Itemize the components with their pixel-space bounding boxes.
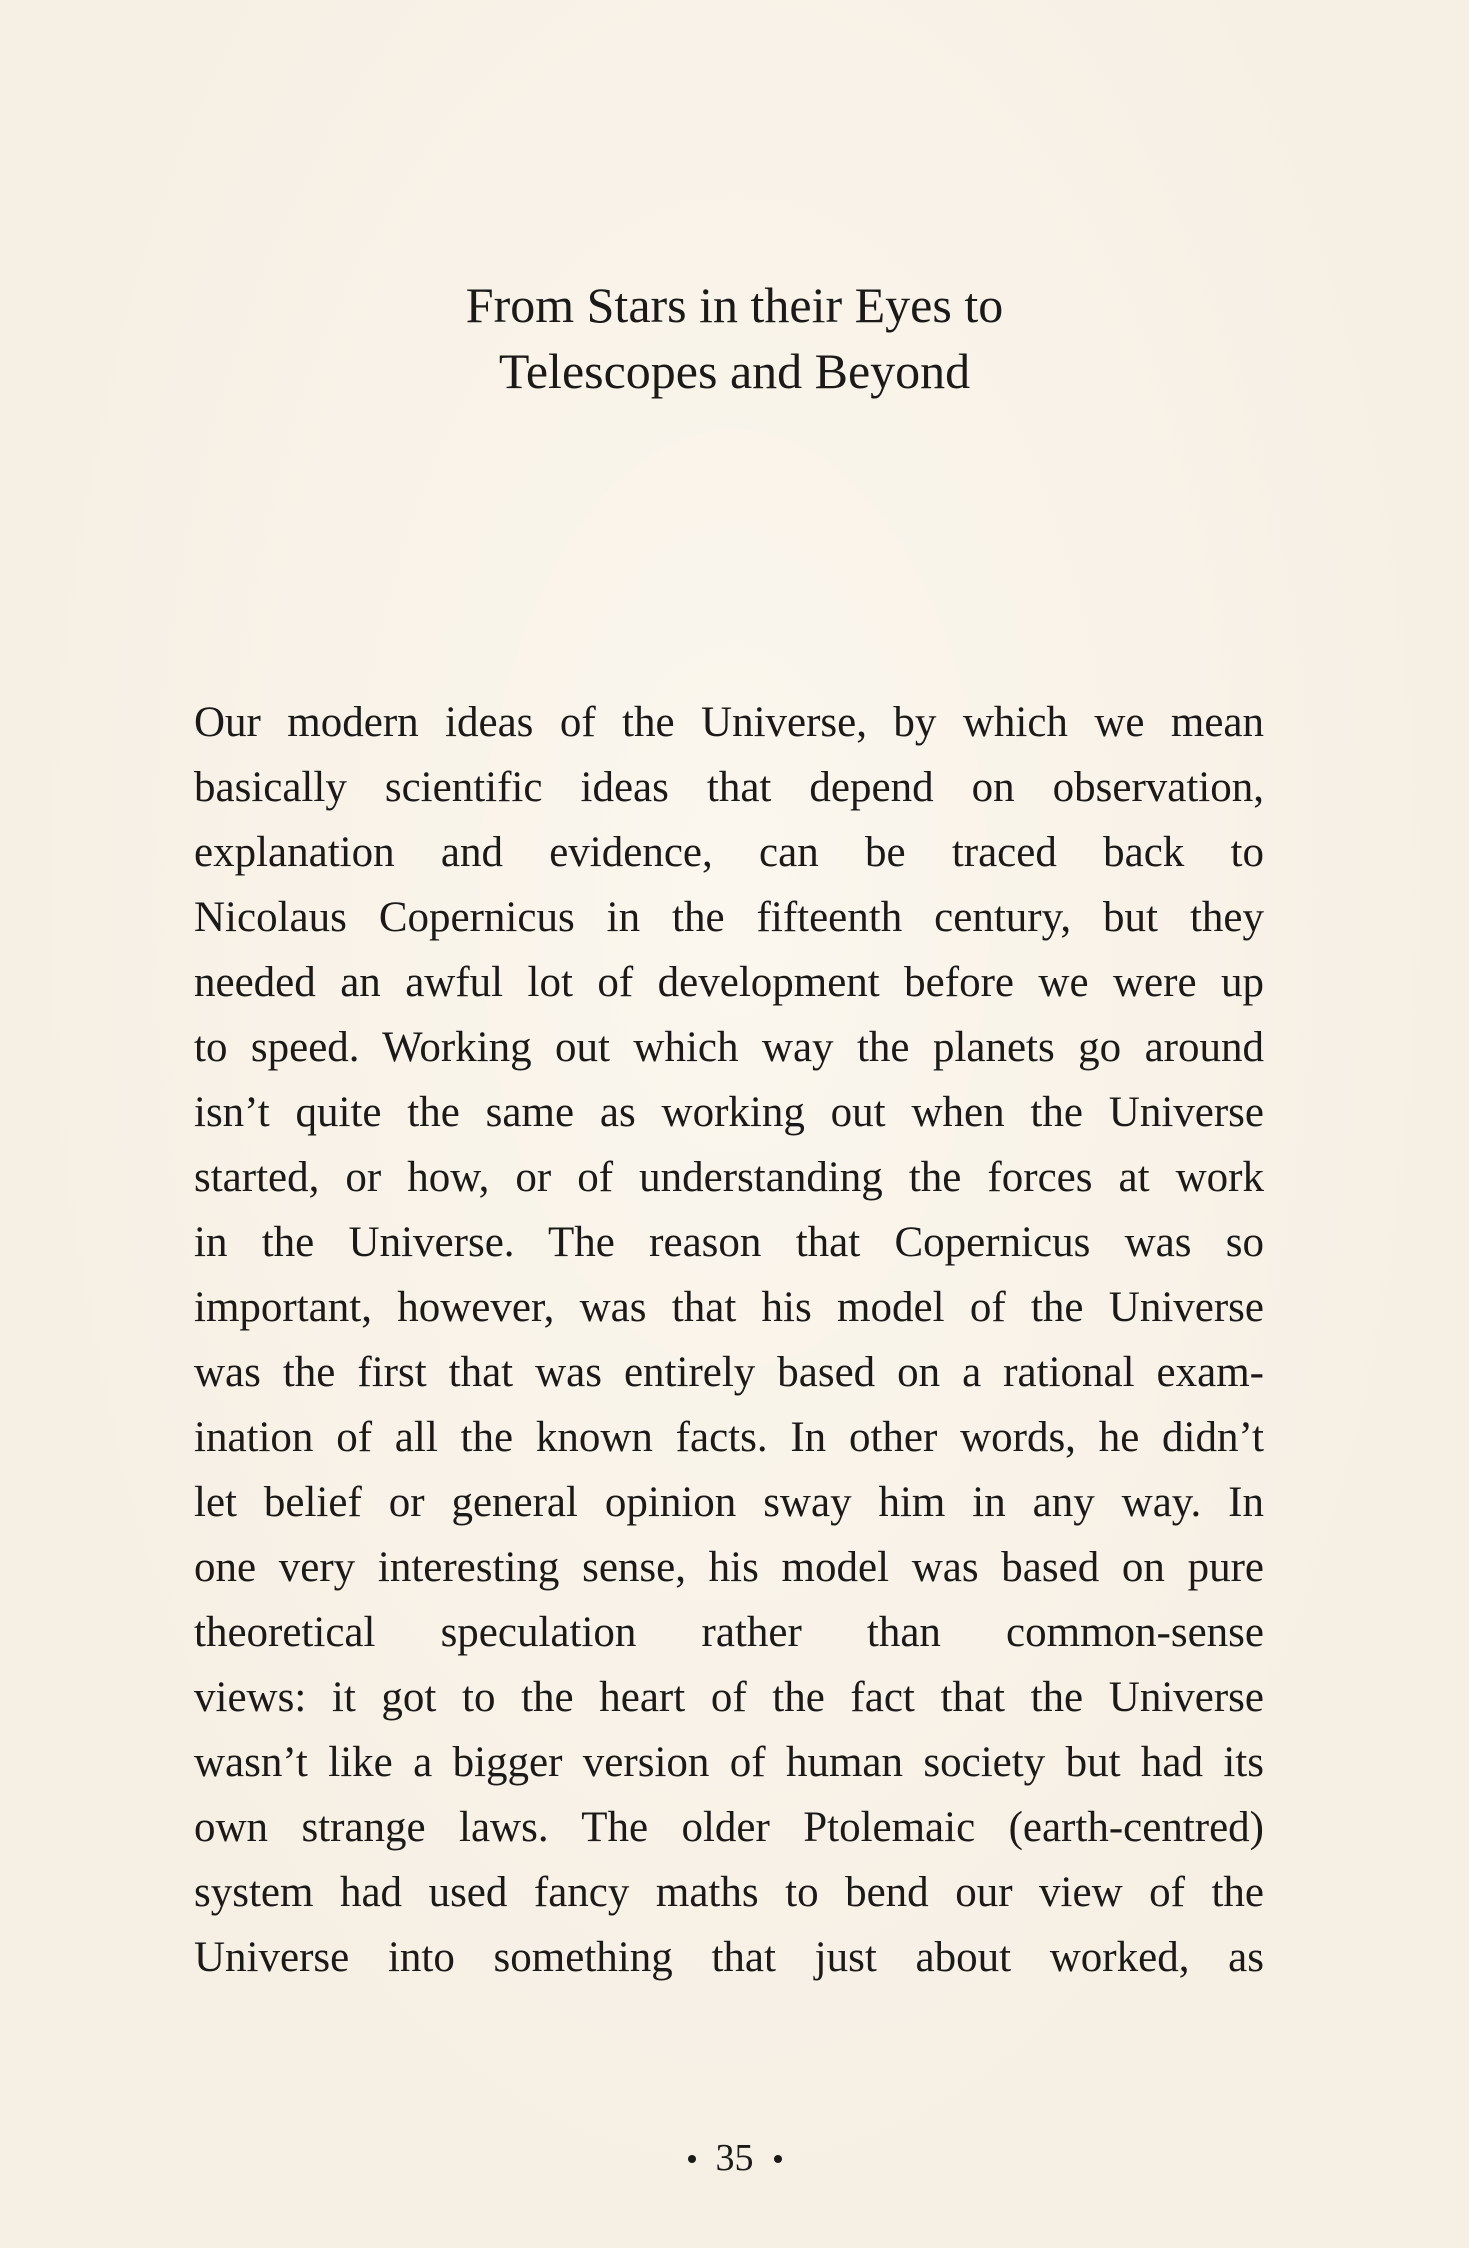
body-line: one very interesting sense, his model was based on pure <box>194 1544 1264 1591</box>
body-paragraph <box>194 690 1264 1990</box>
body-line: important, however, was that his model of the Universe <box>194 1284 1264 1331</box>
body-line: own strange laws. The older Ptolemaic (earth-centred) <box>194 1804 1264 1851</box>
body-line: Our modern ideas of the Universe, by which we mean <box>194 699 1264 746</box>
body-line: isn’t quite the same as working out when the Universe <box>194 1089 1264 1136</box>
body-line: needed an awful lot of development before we were up <box>194 959 1264 1006</box>
bullet-icon <box>688 2155 696 2163</box>
body-line: basically scientific ideas that depend on observation, <box>194 764 1264 811</box>
body-line: to speed. Working out which way the planets go around <box>194 1024 1264 1071</box>
body-line: wasn’t like a bigger version of human society but had its <box>194 1739 1264 1786</box>
bullet-icon <box>774 2155 782 2163</box>
body-line: was the first that was entirely based on a rational exam- <box>194 1349 1264 1396</box>
body-line: Nicolaus Copernicus in the fifteenth century, but they <box>194 894 1264 941</box>
body-line: theoretical speculation rather than common-sense <box>194 1609 1264 1656</box>
chapter-title-line-2: Telescopes and Beyond <box>498 343 971 399</box>
body-line: views: it got to the heart of the fact that the Universe <box>194 1674 1264 1721</box>
body-line: started, or how, or of understanding the forces at work <box>194 1154 1264 1201</box>
chapter-title <box>0 272 1469 404</box>
body-line: Universe into something that just about worked, as <box>194 1934 1264 1981</box>
body-line: let belief or general opinion sway him in any way. In <box>194 1479 1264 1526</box>
body-line: ination of all the known facts. In other words, he didn’t <box>194 1414 1264 1461</box>
page-number-footer <box>0 2136 1469 2180</box>
page-number: 35 <box>715 2137 754 2179</box>
body-line: explanation and evidence, can be traced back to <box>194 829 1264 876</box>
body-line: in the Universe. The reason that Copernicus was so <box>194 1219 1264 1266</box>
body-line: system had used fancy maths to bend our view of the <box>194 1869 1264 1916</box>
chapter-title-line-1: From Stars in their Eyes to <box>465 277 1004 333</box>
